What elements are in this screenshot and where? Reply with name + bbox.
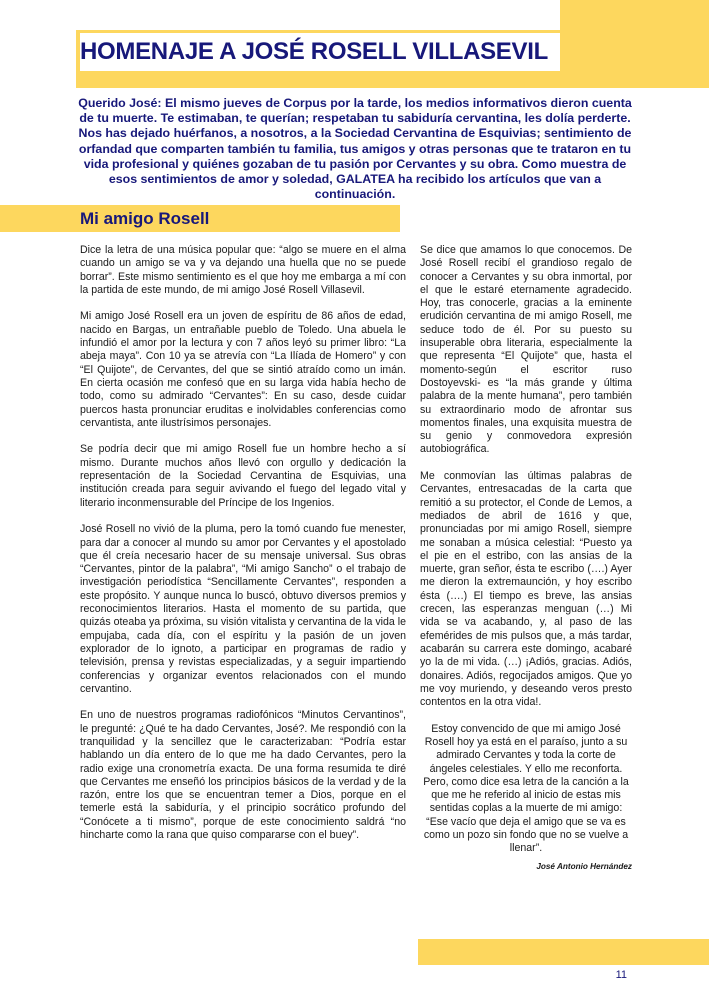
intro-paragraph: Querido José: El mismo jueves de Corpus por la tarde, los medios informativos dieron cuenta de tu muerte. Te estimaban, te querían; respetaban tu sabiduría cervantina, les dolía perderte. Nos has dejado huérfanos, a nosotros, a la Sociedad Cervantina de Esquivias; sentimiento de orfandad que comparten también tu familia, tus amigos y otras personas que te trataron en tu vida profesional y quiénes gozaban de tu pasión por Cervantes y su obra. Como muestra de esos sentimientos de amor y soledad, GALATEA ha recibido los artículos que van a continuación. (78, 96, 632, 202)
article-left-column (80, 244, 406, 856)
article-paragraph: Estoy convencido de que mi amigo José Rosell hoy ya está en el paraíso, junto a su admirado Cervantes y toda la corte de ángeles celestiales. Y ello me reconforta. Pero, como dice esa letra de la canción a la que me he referido al inicio de estas mis sentidas coplas a la muerte de mi amigo: “Ese vacío que deja el amigo que se va es como un pozo sin fondo que no se vuelve a llenar”. (423, 722, 629, 855)
article-paragraph: Me conmovían las últimas palabras de Cervantes, entresacadas de la carta que remitió a su protector, el Conde de Lemos, a mediados de abril de 1616 y que, pronunciadas por mi amigo Rosell, siempre me sonaban a música celestial: “Puesto ya el pie en el estribo, con las ansias de la muerte, gran señor, ésta te escribo (….) Ayer me dieron la extremaunción, y hoy escribo ésta (….) El tiempo es breve, las ansias crecen, las esperanzas menguan (…) Mi vida se va acabando, y, al paso de las efemérides de mis pulsos que, a más tardar, acabarán su carrera este domingo, acabaré yo la de mi vida. (…) ¡Adiós, gracias. Adiós, donaires. Adiós, regocijados amigos. Que yo me voy muriendo, y deseando veros presto contentos en la otra vida!. (420, 470, 632, 709)
article-paragraph: Se podría decir que mi amigo Rosell fue un hombre hecho a sí mismo. Durante muchos años llevó con orgullo y dedicación la representación de la Sociedad Cervantina de Esquivias, una institución creada para seguir avivando el fuego del legado vital y literario inconmensurable del Príncipe de los Ingenios. (80, 443, 406, 509)
header-margin (0, 0, 76, 88)
article-paragraph: José Rosell no vivió de la pluma, pero la tomó cuando fue menester, para dar a conocer al mundo su amor por Cervantes y el apostolado que él creía necesario hacer de su mensaje universal. Sus obras “Cervantes, pintor de la palabra”, “Mi amigo Sancho” o el trabajo de investigación periodística “Sencillamente Cervantes”, responden a este propósito. Y aunque nunca lo buscó, obtuvo diversos premios y reconocimientos literarios. Hasta el momento de su partida, que quizás oteaba ya próxima, su visión vitalista y cervantina de la vida le empujaba, cada día, con el espíritu y la pasión de un joven explorador de lo ignoto, a participar en programas de radio y televisión, prensa y revistas especializadas, y a seguir impartiendo conferencias y organizar eventos relacionados con el mundo cervantino. (80, 523, 406, 695)
page-number: 11 (615, 969, 627, 981)
footer-accent-band (418, 939, 709, 965)
article-paragraph: Mi amigo José Rosell era un joven de espíritu de 86 años de edad, nacido en Bargas, un entrañable pueblo de Toledo. Una abuela le infundió el amor por la lectura y con 7 años leyó su primer libro: “La abeja maya”. Con 10 ya se atrevía con “La Ilíada de Homero” y con “El Quijote”, de Cervantes, del que se sintió atraído como un imán. En cierta ocasión me confesó que en su larga vida había hecho de todo, como su admirado “Cervantes”: En su caso, desde cuidar puercos hasta pronunciar eruditas e inolvidables conferencias como cervantista, ante ilustrísimos personajes. (80, 310, 406, 429)
article-paragraph: Se dice que amamos lo que conocemos. De José Rosell recibí el grandioso regalo de conocer a Cervantes y su obra inmortal, por el que le estaré eternamente agradecido. Hoy, tras conocerle, gracias a la eminente erudición cervantina de mi amigo Rosell, me seduce todo de él. Por su puesto su insuperable obra literaria, especialmente la que representa “El Quijote” que, hasta el momento-según el escritor ruso Dostoyevski- es “la más grande y última palabra de la mente humana”, pero también su extraordinario modo de afrontar sus momentos finales, una exquisita muestra de su genio y conmovedora expresión autobiográfica. (420, 244, 632, 456)
section-title: Mi amigo Rosell (80, 209, 210, 228)
article-paragraph: Dice la letra de una música popular que: “algo se muere en el alma cuando un amigo se va y va dejando una huella que no se puede borrar”. Este mismo sentimiento es el que hoy me embarga a mí con la partida de este mundo, de mi amigo José Rosell Villasevil. (80, 244, 406, 296)
article-author: José Antonio Hernández (536, 861, 632, 871)
article-right-column (420, 244, 632, 873)
page-title: HOMENAJE A JOSÉ ROSELL VILLASEVIL (80, 33, 560, 71)
article-paragraph: En uno de nuestros programas radiofónicos “Minutos Cervantinos”, le pregunté: ¿Qué te ha dado Cervantes, José?. Me respondió con la tranquilidad y la sencillez que le caracterizaban: “Podría estar hablando un día entero de lo que me ha dado Cervantes, pero la radio exige una cronometría exacta. De una forma resumida te diré que Cervantes me enseñó los principios básicos de la verdad y de la razón, entre los que se encuentran temer a Dios, porque en el temerle está la sabiduría, y el principio socrático profundo del “Conócete a ti mismo”, porque de este conocimiento saldrá “no hincharte como la rana que quiso compararse con el buey”. (80, 709, 406, 842)
